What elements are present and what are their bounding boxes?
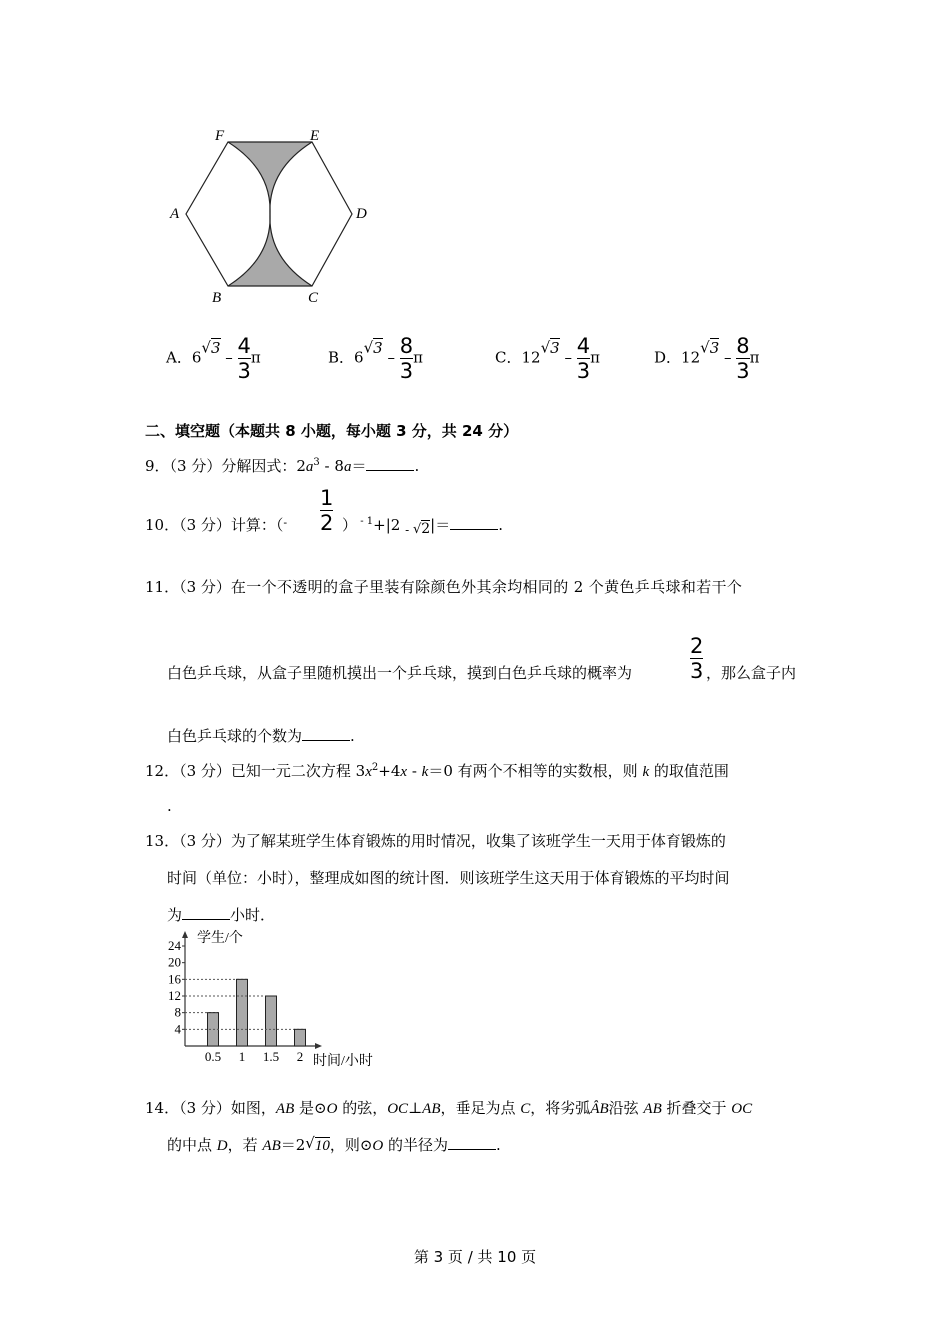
question-number: 14．: [145, 1099, 180, 1117]
q13-line3: [167, 904, 275, 925]
pi-symbol: π: [749, 348, 760, 367]
answer-blank[interactable]: [450, 517, 498, 530]
sqrt-sign: √: [201, 338, 211, 357]
y-tick-label: 24: [168, 938, 181, 953]
frac-denominator: 3: [237, 359, 251, 383]
frac-numerator: 2: [690, 634, 704, 658]
option-letter: D．: [654, 348, 682, 367]
option-coef: 6: [354, 348, 364, 367]
q14-text: 折叠交于: [661, 1099, 732, 1117]
x-axis-label: 时间/小时: [313, 1054, 373, 1068]
x-axis-arrow: [315, 1043, 322, 1049]
y-tick-label: 4: [174, 1021, 181, 1037]
bar: [237, 979, 248, 1046]
q14-text: ，垂足为点: [440, 1099, 521, 1117]
q14-text: 如图，: [230, 1099, 276, 1117]
q14-text: ，若: [227, 1136, 263, 1154]
option-coef: 6: [191, 348, 202, 367]
page-footer: 第 3 页 / 共 10 页: [413, 1248, 537, 1266]
frac-denominator: 3: [736, 359, 750, 383]
x-tick-label: 2: [296, 1049, 304, 1064]
question-score: （3 分）: [169, 457, 222, 475]
question-number: 10．: [145, 516, 180, 534]
var-d: D: [216, 1138, 228, 1154]
q14-line2: [167, 1134, 501, 1155]
question-12: [145, 760, 729, 781]
question-score: （3 分）: [179, 1099, 231, 1117]
question-score: （3 分）: [179, 578, 231, 596]
q11-line2: [167, 662, 632, 683]
q14-text: ，则⊙: [329, 1136, 373, 1154]
q11-text: 白色乒乓球的个数为: [167, 727, 303, 745]
pi-symbol: π: [250, 348, 261, 367]
frac-numerator: 4: [576, 334, 591, 358]
var-ab: AB: [262, 1138, 281, 1154]
answer-blank[interactable]: [448, 1137, 496, 1150]
sqrt-sign: √: [540, 338, 551, 357]
q14-text: 沿弦: [608, 1099, 644, 1117]
q14-text: 的半径为: [383, 1136, 449, 1154]
var-a: a: [305, 459, 314, 475]
y-axis-label: 学生/个: [197, 931, 243, 946]
var-ab: AB: [643, 1101, 662, 1117]
label-D: D: [356, 206, 367, 222]
radicand: 3: [373, 338, 383, 357]
x-tick-label: 0.5: [204, 1049, 222, 1064]
question-score: （3 分）: [179, 762, 231, 780]
var-oc: OC: [731, 1101, 753, 1117]
answer-blank[interactable]: [366, 458, 414, 471]
y-axis-arrow: [182, 931, 188, 938]
var-o: O: [372, 1138, 384, 1154]
period: .: [167, 797, 172, 815]
y-tick-label: 16: [168, 971, 181, 987]
var-a: a: [343, 459, 352, 475]
q14-text: ，将劣弧: [530, 1099, 591, 1117]
q13-text: 为: [167, 906, 183, 924]
question-number: 11．: [145, 578, 180, 596]
y-tick-label: 20: [168, 954, 181, 970]
minus-sign: –: [559, 348, 577, 367]
question-number: 9．: [145, 457, 170, 475]
pi-symbol: π: [413, 348, 423, 367]
question-number: 13．: [145, 832, 180, 850]
q12-text: +4: [378, 762, 401, 780]
q14-text: ＝2: [280, 1136, 306, 1154]
question-score: （3 分）: [179, 832, 231, 850]
period: .: [496, 1136, 501, 1154]
option-coef: 12: [521, 348, 541, 367]
radicand: 2: [421, 521, 431, 537]
arc-ab: ÂB: [590, 1101, 609, 1117]
section-heading: 二、填空题（本题共 8 小题，每小题 3 分，共 24 分）: [145, 422, 519, 440]
q13-text: 时间（单位：小时），整理成如图的统计图．则该班学生这天用于体育锻炼的平均时间: [167, 869, 730, 887]
q12-text: -: [407, 762, 422, 780]
answer-blank[interactable]: [302, 728, 350, 741]
var-ab: AB: [422, 1101, 441, 1117]
radicand: 10: [314, 1138, 330, 1154]
q11-line1: 在一个不透明的盒子里装有除颜色外其余均相同的 2 个黄色乒乓球和若干个: [230, 578, 743, 596]
frac-denominator: 3: [576, 359, 591, 383]
var-k: k: [421, 764, 429, 780]
y-tick-label: 12: [168, 988, 181, 1003]
label-B: B: [212, 290, 222, 306]
minus-sign: –: [220, 348, 238, 367]
frac-numerator: 4: [237, 334, 251, 358]
var-x: x: [400, 764, 408, 780]
q11-line2-end: [706, 662, 796, 683]
q11-text: 白色乒乓球，从盒子里随机摸出一个乒乓球，摸到白色乒乓球的概率为: [167, 664, 633, 682]
q14-text: ⊥: [408, 1099, 423, 1117]
q13-line2: [167, 867, 730, 888]
minus-sign: -: [405, 523, 413, 537]
q10-text: +|2: [373, 516, 406, 534]
q12-line2: [167, 797, 172, 815]
period: .: [414, 457, 420, 475]
period: .: [498, 516, 503, 534]
q9-text: 分解因式：2: [221, 457, 306, 475]
radicand: 3: [210, 338, 221, 357]
radicand: 3: [709, 338, 720, 357]
radicand: 3: [550, 338, 560, 357]
question-14: [145, 1097, 752, 1118]
q10-text: |＝: [430, 516, 451, 534]
option-letter: B．: [328, 348, 355, 367]
fraction-two-thirds: [690, 634, 703, 683]
q9-text: ＝: [351, 457, 367, 475]
bar: [266, 996, 277, 1046]
frac-numerator: 8: [399, 334, 414, 358]
label-A: A: [170, 206, 180, 222]
frac-denominator: 2: [320, 511, 334, 535]
label-F: F: [215, 128, 225, 144]
x-tick-label: 1: [238, 1049, 246, 1064]
y-tick-label: 8: [174, 1004, 181, 1020]
hexagon-figure: [160, 120, 380, 310]
q14-text: 的中点: [167, 1136, 217, 1154]
var-k: k: [642, 764, 650, 780]
sqrt-sign: √: [412, 522, 422, 537]
x-tick-label: 1.5: [262, 1049, 280, 1064]
frac-denominator: 3: [399, 359, 414, 383]
var-o: O: [326, 1101, 338, 1117]
q14-text: 的弦，: [337, 1099, 388, 1117]
question-11: [145, 576, 742, 597]
option-letter: A．: [166, 348, 192, 367]
var-oc: OC: [387, 1101, 409, 1117]
sqrt-sign: √: [363, 338, 374, 357]
q11-text: ，那么盒子内: [706, 664, 797, 682]
minus-sign: –: [719, 348, 737, 367]
q11-line3: [167, 725, 355, 746]
exponent: - 1: [357, 516, 374, 527]
fraction-half: [320, 486, 333, 535]
exponent: 3: [313, 457, 320, 468]
frac-denominator: 3: [690, 659, 704, 683]
question-13: [145, 830, 726, 851]
label-E: E: [310, 128, 320, 144]
q12-text: 的取值范围: [649, 762, 729, 780]
q13-text: 小时．: [230, 906, 276, 924]
option-b[interactable]: [328, 334, 423, 383]
period: .: [350, 727, 355, 745]
var-x: x: [365, 764, 372, 780]
bar: [295, 1029, 306, 1046]
q10-text: 计算：（: [230, 516, 284, 534]
bar-chart: [155, 928, 395, 1068]
sqrt-sign: √: [700, 338, 710, 357]
question-score: （3 分）: [179, 516, 231, 534]
q10-line: [145, 514, 287, 535]
q10-line-rest: [342, 514, 503, 537]
frac-numerator: 1: [320, 486, 334, 510]
frac-numerator: 8: [736, 334, 750, 358]
minus-sign: –: [382, 348, 400, 367]
q9-text: - 8: [319, 457, 344, 475]
option-coef: 12: [681, 348, 701, 367]
answer-blank[interactable]: [182, 907, 230, 920]
q10-text: ）: [342, 516, 358, 534]
pi-symbol: π: [590, 348, 600, 367]
option-c[interactable]: [495, 334, 600, 383]
q12-text: 已知一元二次方程 3: [230, 762, 366, 780]
question-9: [145, 455, 419, 476]
question-number: 12．: [145, 762, 180, 780]
option-d[interactable]: [654, 334, 760, 383]
label-C: C: [308, 290, 319, 306]
sqrt-sign: √: [305, 1134, 315, 1152]
q13-line1: 为了解某班学生体育锻炼的用时情况，收集了该班学生一天用于体育锻炼的: [230, 832, 726, 850]
exponent: 2: [371, 762, 379, 773]
q12-text: ＝0 有两个不相等的实数根，则: [428, 762, 643, 780]
option-letter: C．: [495, 348, 522, 367]
option-a[interactable]: [166, 334, 261, 383]
minus-sign: -: [283, 516, 288, 529]
q14-text: 是⊙: [294, 1099, 327, 1117]
var-c: C: [520, 1101, 531, 1117]
var-ab: AB: [275, 1101, 295, 1117]
